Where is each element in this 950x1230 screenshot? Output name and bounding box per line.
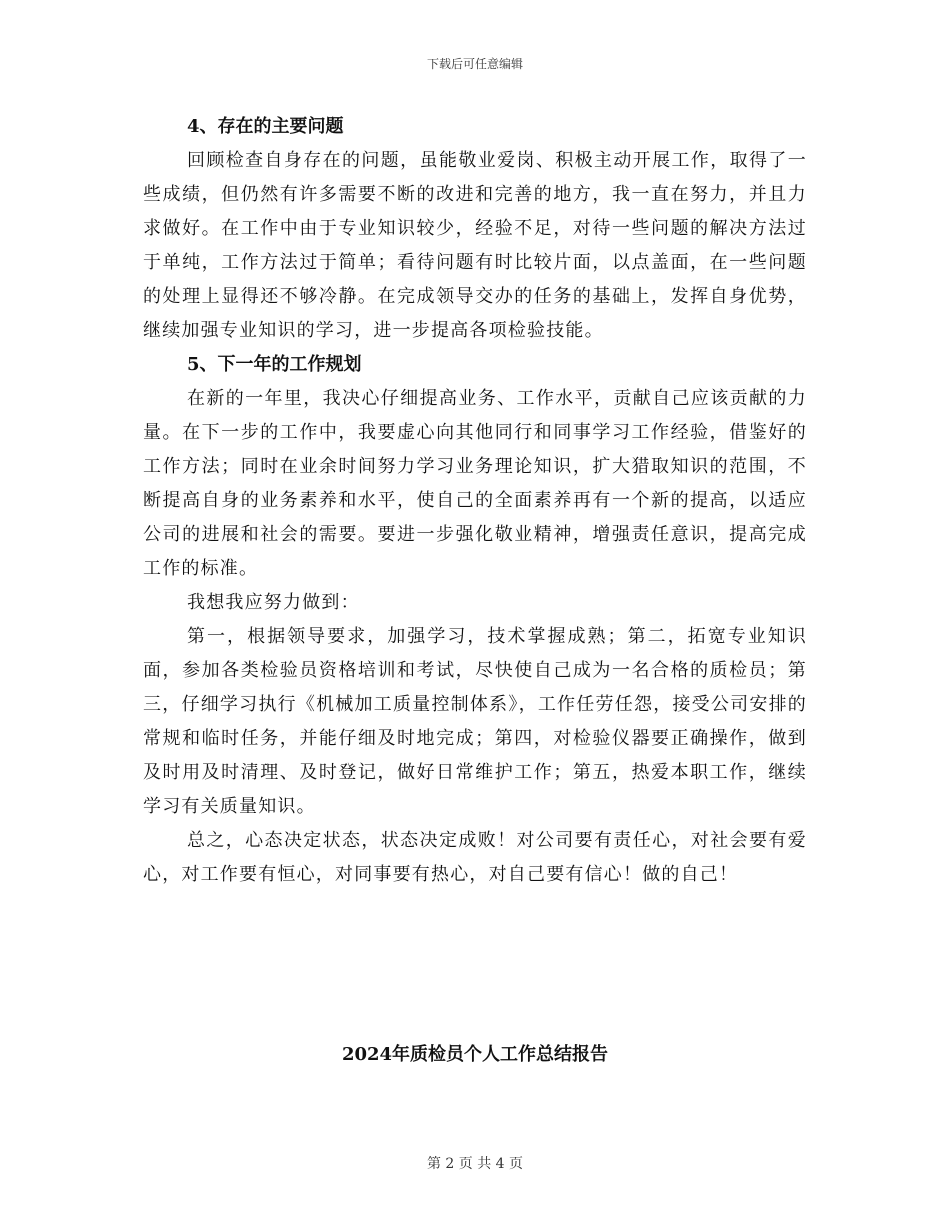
section-heading: 4、存在的主要问题 — [187, 116, 344, 137]
body-paragraph: 总之，心态决定状态，状态决定成败！对公司要有责任心，对社会要有爱心，对工作要有恒心，对同事要有热心，对自己要有信心！做的自己！ — [143, 830, 807, 885]
next-document-title: 2024年质检员个人工作总结报告 — [341, 1044, 609, 1065]
body-paragraph: 我想我应努力做到： — [187, 592, 360, 613]
body-paragraph: 第一，根据领导要求，加强学习，技术掌握成熟；第二，拓宽专业知识面，参加各类检验员资格培训和考试，尽快使自己成为一名合格的质检员；第三，仔细学习执行《机械加工质量控制体系》，工作任劳任怨，接受公司安排的常规和临时任务，并能仔细及时地完成；第四，对检验仪器要正确操作，做到及时用及时清理、及时登记，做好日常维护工作；第五，热爱本职工作，继续学习有关质量知识。 — [143, 626, 807, 817]
body-paragraph: 回顾检查自身存在的问题，虽能敬业爱岗、积极主动开展工作，取得了一些成绩，但仍然有许多需要不断的改进和完善的地方，我一直在努力，并且力求做好。在工作中由于专业知识较少，经验不足，对待一些问题的解决方法过于单纯，工作方法过于简单；看待问题有时比较片面，以点盖面，在一些问题的处理上显得还不够冷静。在完成领导交办的任务的基础上，发挥自身优势，继续加强专业知识的学习，进一步提高各项检验技能。 — [143, 150, 807, 341]
section-heading: 5、下一年的工作规划 — [187, 354, 362, 375]
document-body — [143, 110, 807, 892]
page-number: 第 2 页 共 4 页 — [426, 1156, 524, 1172]
page-header-note: 下载后可任意编辑 — [426, 57, 523, 71]
body-paragraph: 在新的一年里，我决心仔细提高业务、工作水平，贡献自己应该贡献的力量。在下一步的工作中，我要虚心向其他同行和同事学习工作经验，借鉴好的工作方法；同时在业余时间努力学习业务理论知识，扩大猎取知识的范围，不断提高自身的业务素养和水平，使自己的全面素养再有一个新的提高，以适应公司的进展和社会的需要。要进一步强化敬业精神，增强责任意识，提高完成工作的标准。 — [143, 388, 807, 579]
section-next-year-plan — [143, 348, 807, 892]
section-problems — [143, 110, 807, 348]
